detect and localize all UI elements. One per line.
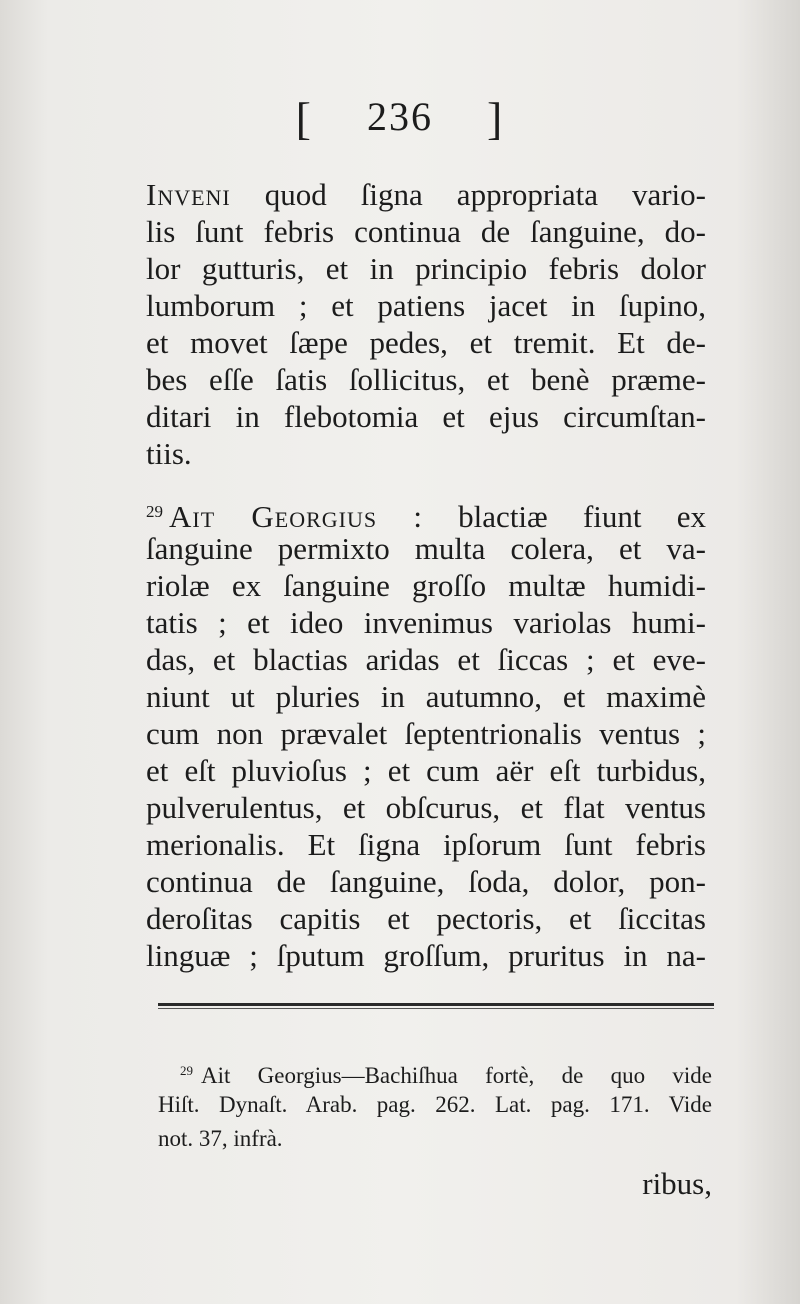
footnote-line: $^{29}$ Ait Georgius—Bachiſhua fortè, de quo vide — [180, 1063, 712, 1088]
paragraph-line: tatis ; et ideo invenimus variolas humi- — [146, 605, 706, 640]
paragraph-line: merionalis. Et ſigna ipſorum ſunt febris — [146, 827, 706, 862]
paragraph-line: linguæ ; ſputum groſſum, pruritus in na- — [146, 938, 706, 973]
paragraph-line: et movet ſæpe pedes, et tremit. Et de- — [146, 325, 706, 360]
paragraph-line: $^{29}$ Ait Georgius : blactiæ fiunt ex — [146, 499, 706, 534]
page-header — [0, 92, 800, 145]
paragraph-line: bes eſſe ſatis ſollicitus, et benè præme- — [146, 362, 706, 397]
paragraph-line: lis ſunt febris continua de ſanguine, do- — [146, 214, 706, 249]
catchword: ribus, — [642, 1166, 712, 1201]
footnote-rule — [158, 1003, 714, 1006]
paragraph-line: ditari in flebotomia et ejus circumſtan- — [146, 399, 706, 434]
paragraph-line: tiis. — [146, 436, 192, 471]
paragraph-line: lor gutturis, et in principio febris dolor — [146, 251, 706, 286]
paragraph-line: das, et blactias aridas et ſiccas ; et eve- — [146, 642, 706, 677]
header-close-bracket: ] — [487, 93, 505, 144]
page-number: 236 — [367, 94, 433, 139]
paragraph-1 — [146, 176, 706, 472]
footnote-marker: 29 — [180, 1063, 193, 1078]
paragraph-line: continua de ſanguine, ſoda, dolor, pon- — [146, 864, 706, 899]
footnote-rule-thin — [158, 1008, 714, 1009]
footnote-reference: 29 — [146, 502, 163, 521]
paragraph-2 — [146, 493, 706, 974]
paragraph-line: deroſitas capitis et pectoris, et ſiccitas — [146, 901, 706, 936]
paragraph-line: niunt ut pluries in autumno, et maximè — [146, 679, 706, 714]
paragraph-lead-words: Ait Georgius : — [169, 499, 423, 534]
paragraph-line: riolæ ex ſanguine groſſo multæ humidi- — [146, 568, 706, 603]
paragraph-line: ſanguine permixto multa colera, et va- — [146, 531, 706, 566]
paragraph-line: lumborum ; et patiens jacet in ſupino, — [146, 288, 706, 323]
paragraph-line: cum non prævalet ſeptentrionalis ventus ; — [146, 716, 706, 751]
paragraph-line: pulverulentus, et obſcurus, et flat ventus — [146, 790, 706, 825]
footnote-line: not. 37, infrà. — [158, 1126, 283, 1151]
paragraph-lead-word: Inveni — [146, 177, 231, 212]
footnote — [158, 1054, 712, 1156]
header-open-bracket: [ — [295, 93, 313, 144]
paragraph-line: et eſt pluvioſus ; et cum aër eſt turbidus, — [146, 753, 706, 788]
footnote-line: Hiſt. Dynaſt. Arab. pag. 262. Lat. pag. 171. Vide — [158, 1092, 712, 1117]
paragraph-line: Inveni quod ſigna appropriata vario- — [146, 177, 706, 212]
